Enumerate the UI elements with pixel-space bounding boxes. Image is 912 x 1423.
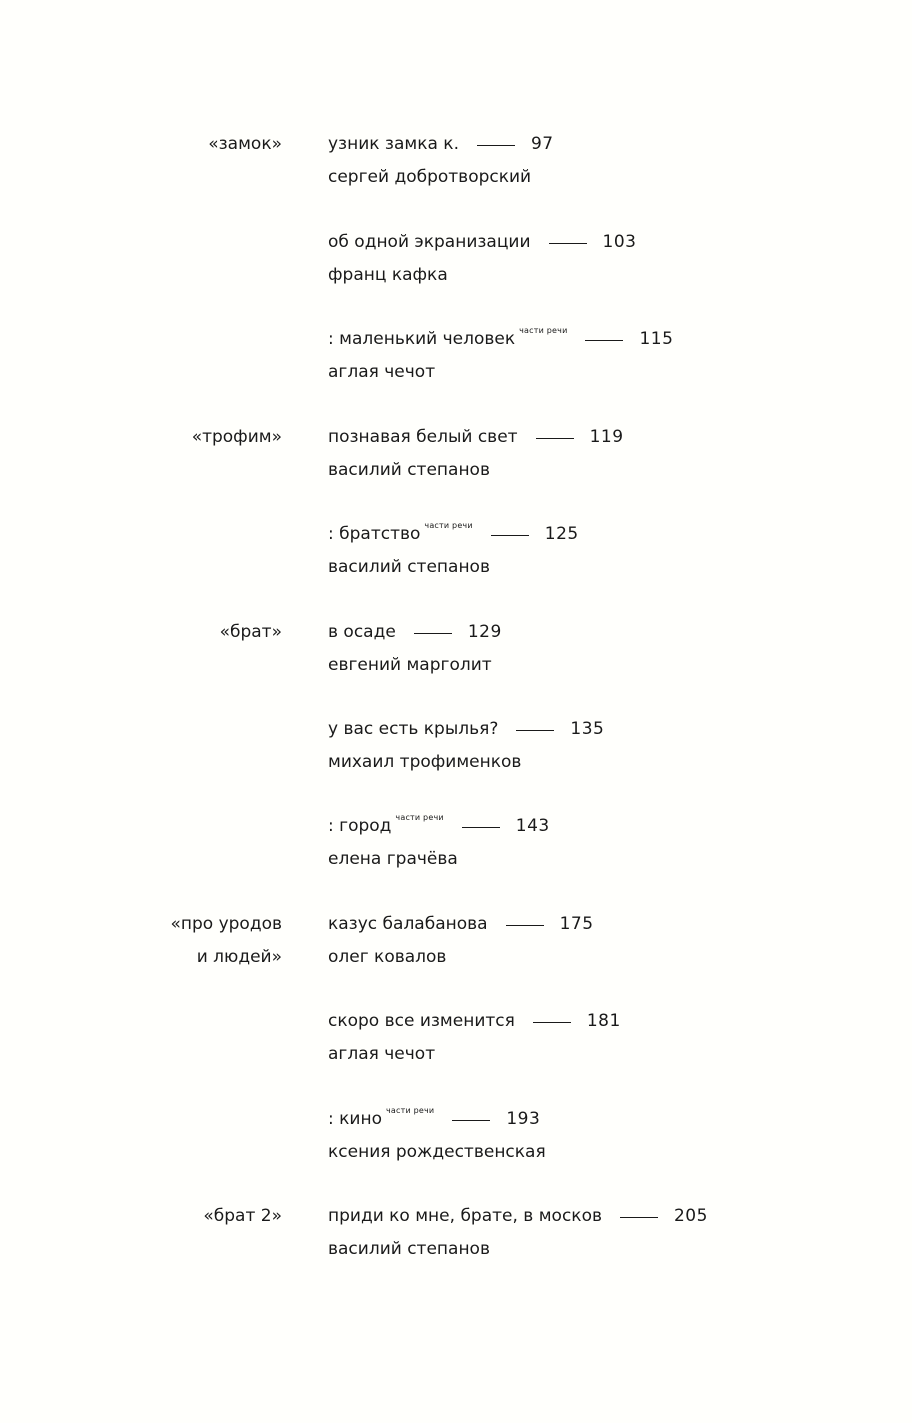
entry-author: аглая чечот [328, 1044, 436, 1064]
toc-entry [328, 323, 673, 389]
entry-page-number: 135 [570, 719, 605, 739]
entry-title: казус балабанова [328, 914, 488, 934]
entry-title: в осаде [328, 622, 396, 642]
entry-title: : братство [328, 524, 421, 544]
entry-author: елена грачёва [328, 849, 458, 869]
toc-entry [328, 1005, 621, 1071]
section-label-trofim: «трофим» [191, 427, 282, 447]
toc-entry [328, 421, 624, 487]
toc-entry [328, 713, 604, 779]
entry-page-number: 193 [506, 1109, 541, 1129]
entry-page-number: 143 [515, 816, 550, 836]
entry-superscript: части речи [519, 326, 568, 335]
toc-entry [328, 616, 502, 682]
entry-page-number: 125 [544, 524, 579, 544]
toc-entry [328, 518, 579, 584]
leader-dash [414, 633, 452, 634]
leader-dash [533, 1022, 571, 1023]
entry-author: василий степанов [328, 1239, 490, 1259]
entry-superscript: части речи [385, 1106, 435, 1115]
entry-page-number: 103 [602, 232, 637, 252]
toc-entry [328, 908, 594, 974]
entry-title: об одной экранизации [328, 232, 531, 252]
leader-dash [491, 535, 529, 536]
entry-author: ксения рождественская [328, 1142, 546, 1162]
leader-dash [452, 1120, 490, 1121]
leader-dash [620, 1217, 658, 1218]
entry-superscript: части речи [395, 813, 444, 822]
leader-dash [585, 340, 623, 341]
toc-entry [328, 226, 636, 292]
entry-page-number: 181 [586, 1011, 621, 1031]
entry-author: сергей добротворский [328, 167, 532, 187]
entry-page-number: 115 [639, 329, 674, 349]
entry-title: скоро все изменится [328, 1011, 515, 1031]
leader-dash [477, 145, 515, 146]
entry-page-number: 205 [673, 1206, 708, 1226]
leader-dash [536, 438, 574, 439]
entry-author: франц кафка [328, 265, 448, 285]
section-label-zamok: «замок» [208, 134, 282, 154]
toc-entry [328, 128, 554, 194]
entry-title: познавая белый свет [328, 427, 518, 447]
entry-author: василий степанов [328, 557, 490, 577]
entry-author: аглая чечот [328, 362, 436, 382]
leader-dash [516, 730, 554, 731]
entry-author: михаил трофименков [328, 752, 522, 772]
leader-dash [549, 243, 587, 244]
entry-page-number: 97 [530, 134, 554, 154]
entry-title: : кино [328, 1109, 382, 1129]
entry-title: : город [328, 816, 392, 836]
section-label-brat: «брат» [219, 622, 282, 642]
entry-author: василий степанов [328, 460, 490, 480]
entry-page-number: 129 [467, 622, 502, 642]
section-label-pro-urodov: «про уродов и людей» [170, 914, 282, 967]
toc-entry [328, 1200, 708, 1266]
leader-dash [462, 827, 500, 828]
entry-superscript: части речи [424, 521, 473, 530]
entry-author: евгений марголит [328, 655, 492, 675]
section-label-brat-2: «брат 2» [203, 1206, 282, 1226]
entry-author: олег ковалов [328, 947, 447, 967]
toc-entry [328, 810, 550, 876]
entry-title: узник замка к. [328, 134, 459, 154]
entry-title: приди ко мне, брате, в москов [328, 1206, 602, 1226]
entry-title: у вас есть крылья? [328, 719, 499, 739]
toc-entry [328, 1103, 546, 1169]
entry-page-number: 119 [589, 427, 624, 447]
entry-title: : маленький человек [328, 329, 516, 349]
leader-dash [506, 925, 544, 926]
entry-page-number: 175 [559, 914, 594, 934]
